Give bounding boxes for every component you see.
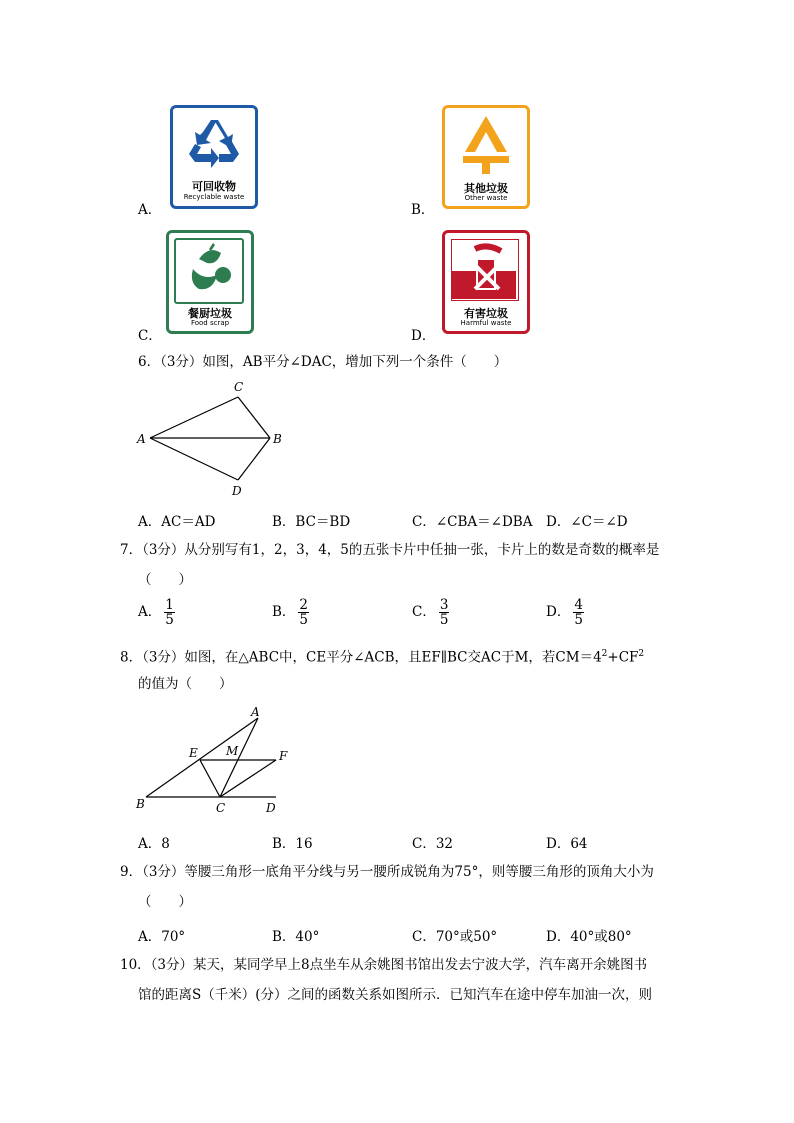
q6-option-c[interactable]: C．∠CBA＝∠DBA <box>412 514 533 530</box>
sign-recyclable[interactable] <box>170 105 258 209</box>
sign-food-scrap[interactable] <box>166 230 254 334</box>
q8-option-d[interactable]: D．64 <box>546 836 588 852</box>
q7-option-b[interactable] <box>272 598 309 627</box>
question-8-line2: 的值为（ ） <box>138 676 233 692</box>
q7-option-c[interactable] <box>412 598 449 627</box>
q6-label-a: A <box>137 432 146 446</box>
option-letter: A． <box>138 202 162 218</box>
question-7-paren: （ ） <box>138 572 192 588</box>
q7-option-a[interactable] <box>138 598 175 627</box>
q6-label-d: D <box>232 484 242 498</box>
fraction: $\frac{4}{5}$ <box>574 597 583 628</box>
sign-label-cn: 其他垃圾 <box>464 182 508 195</box>
question-7-stem: 7．（3分）从分别写有1，2，3，4，5的五张卡片中任抽一张，卡片上的数是奇数的概率是 <box>120 542 660 558</box>
option-letter: A． <box>138 604 162 620</box>
q9-option-b[interactable]: B．40° <box>272 929 320 945</box>
sign-label-cn: 有害垃圾 <box>464 307 508 320</box>
sign-label-en: Recyclable waste <box>183 193 245 201</box>
sign-label-cn: 可回收物 <box>192 180 236 193</box>
question-9-stem: 9．（3分）等腰三角形一底角平分线与另一腰所成锐角为75°，则等腰三角形的顶角大小为 <box>120 864 654 880</box>
option-letter: B． <box>272 604 296 620</box>
q8-option-b[interactable]: B．16 <box>272 836 313 852</box>
question-9-paren: （ ） <box>138 894 192 910</box>
fraction: $\frac{1}{5}$ <box>165 597 174 628</box>
q8-label-e: E <box>189 746 198 760</box>
q9-option-d[interactable]: D．40°或80° <box>546 929 632 945</box>
fraction: $\frac{2}{5}$ <box>299 597 309 628</box>
q9-option-c[interactable]: C．70°或50° <box>412 929 498 945</box>
question-10-line2: 馆的距离S（千米）(分）之间的函数关系如图所示．已知汽车在途中停车加油一次，则 <box>138 987 653 1003</box>
q8-option-c[interactable]: C．32 <box>412 836 454 852</box>
q8-label-m: M <box>226 744 239 758</box>
option-letter: C． <box>138 328 162 344</box>
q8-label-f: F <box>279 749 288 763</box>
fraction: $\frac{3}{5}$ <box>439 597 449 628</box>
food-scrap-icon <box>169 235 251 305</box>
q9-option-a[interactable]: A．70° <box>138 929 186 945</box>
option-letter: D． <box>411 328 436 344</box>
question-10-line1: 10．（3分）某天，某同学早上8点坐车从余姚图书馆出发去宁波大学，汽车离开余姚图书 <box>120 957 648 973</box>
q7-option-d[interactable] <box>546 598 584 627</box>
sign-label-cn: 餐厨垃圾 <box>188 307 232 320</box>
q6-figure <box>130 375 300 500</box>
recycle-icon <box>173 110 255 180</box>
q6-label-b: B <box>273 432 282 446</box>
sign-other-waste[interactable] <box>442 105 530 209</box>
q8-label-d: D <box>266 801 276 815</box>
q6-option-d[interactable]: D．∠C＝∠D <box>546 514 628 530</box>
q6-label-c: C <box>234 380 244 394</box>
option-letter: D． <box>546 604 571 620</box>
question-8-stem: 8．（3分）如图，在△ABC中，CE平分∠ACB，且EF∥BC交AC于M，若$CM=4^2+CF^2$ <box>120 649 645 666</box>
q8-option-a[interactable]: A．8 <box>138 836 170 852</box>
q6-option-b[interactable]: B．BC＝BD <box>272 514 351 530</box>
option-letter: B． <box>411 202 435 218</box>
q8-label-c: C <box>216 801 226 815</box>
sign-label-en: Harmful waste <box>460 319 512 327</box>
other-waste-icon <box>445 110 527 180</box>
q8-label-b: B <box>136 797 145 811</box>
sign-harmful-waste[interactable] <box>442 230 530 334</box>
question-6-stem: 6．（3分）如图，AB平分∠DAC，增加下列一个条件（ ） <box>138 354 508 370</box>
q6-option-a[interactable]: A．AC＝AD <box>138 514 216 530</box>
sign-label-en: Food scrap <box>190 319 230 327</box>
q8-label-a: A <box>251 705 260 719</box>
q8-figure <box>130 700 300 818</box>
sign-label-en: Other waste <box>464 194 508 202</box>
harmful-waste-icon <box>445 235 527 305</box>
option-letter: C． <box>412 604 436 620</box>
